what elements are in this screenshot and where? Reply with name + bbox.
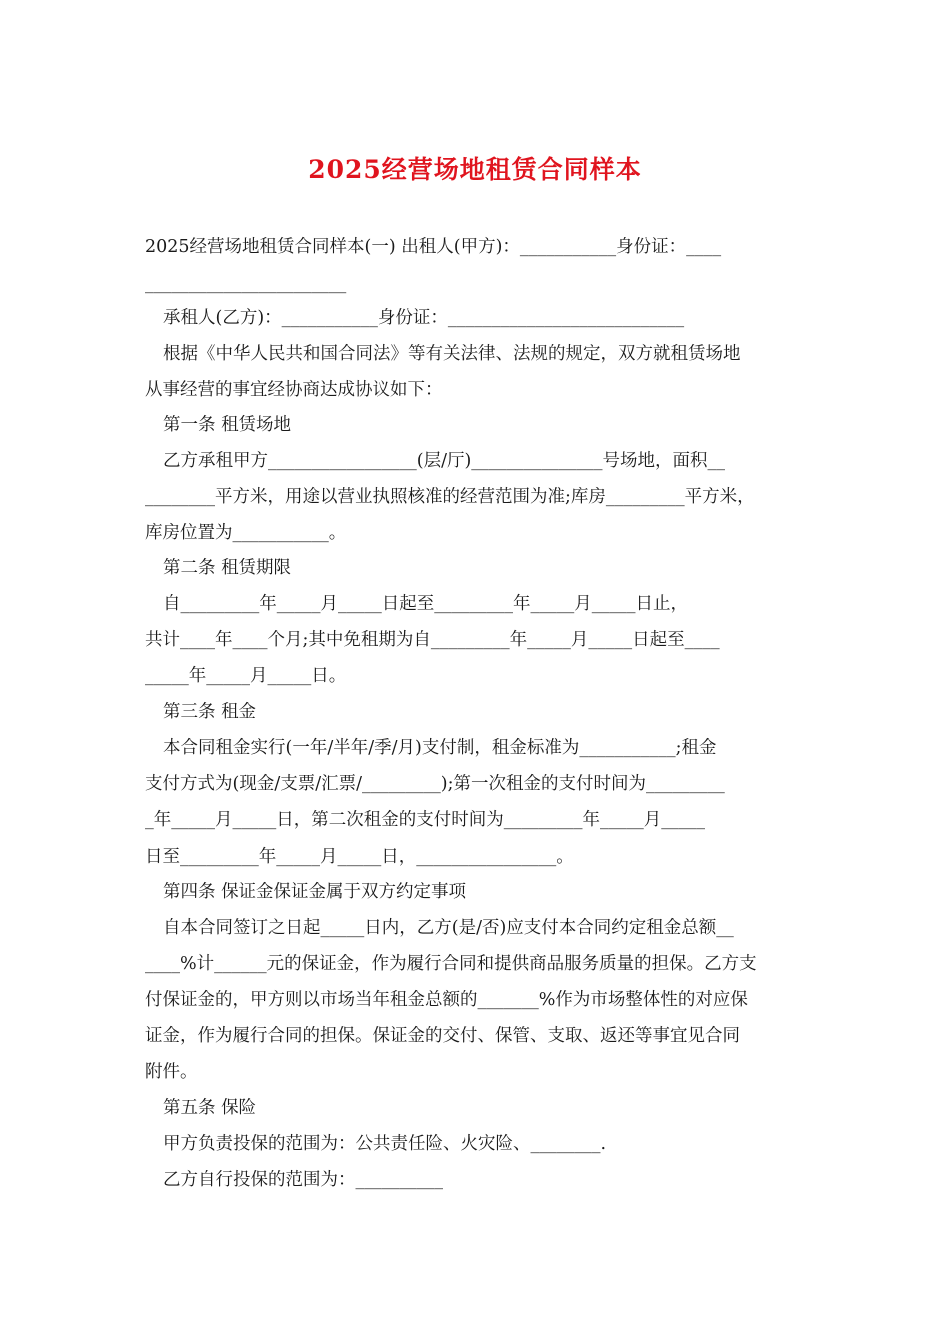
paragraph-line: 日至_________年_____月_____日，________________。 (145, 847, 574, 867)
section-heading: 第三条 租金 (163, 702, 257, 722)
section-heading: 第一条 租赁场地 (163, 415, 292, 435)
paragraph-line: ________平方米，用途以营业执照核准的经营范围为准;库房_________平方米， (145, 487, 755, 507)
section-heading: 第五条 保险 (163, 1098, 257, 1118)
section-heading: 第二条 租赁期限 (163, 558, 292, 578)
paragraph-line: 从事经营的事宜经协商达成协议如下： (145, 380, 443, 400)
paragraph-line: 自本合同签订之日起_____日内，乙方(是/否)应支付本合同约定租金总额__ (163, 918, 734, 938)
paragraph-line: _______________________ (145, 274, 347, 294)
paragraph-line: 本合同租金实行(一年/半年/季/月)支付制，租金标准为___________;租金 (163, 738, 717, 758)
paragraph-line: 根据《中华人民共和国合同法》等有关法律、法规的规定，双方就租赁场地 (163, 344, 741, 364)
paragraph-line: 付保证金的，甲方则以市场当年租金总额的_______%作为市场整体性的对应保 (145, 990, 748, 1010)
document-title: 2025经营场地租赁合同样本 (308, 155, 642, 184)
paragraph-line: ____%计______元的保证金，作为履行合同和提供商品服务质量的担保。乙方支 (145, 954, 757, 974)
paragraph-line: 库房位置为___________。 (145, 523, 347, 543)
paragraph-line: 乙方自行投保的范围为：__________ (163, 1170, 443, 1190)
paragraph-line: 证金，作为履行合同的担保。保证金的交付、保管、支取、返还等事宜见合同 (145, 1026, 740, 1046)
paragraph-line: _年_____月_____日，第二次租金的支付时间为_________年_____月_____ (145, 810, 705, 830)
paragraph-line: 承租人(乙方)：___________身份证：___________________________ (163, 308, 685, 328)
paragraph-line: _____年_____月_____日。 (145, 666, 347, 686)
paragraph-line: 附件。 (145, 1062, 198, 1082)
paragraph-line: 甲方负责投保的范围为：公共责任险、火灾险、________. (163, 1134, 607, 1154)
paragraph-line: 自_________年_____月_____日起至_________年_____月_____日止， (163, 594, 688, 614)
section-heading: 第四条 保证金保证金属于双方约定事项 (163, 882, 467, 902)
paragraph-line: 乙方承租甲方_________________(层/厅)_______________号场地，面积__ (163, 451, 726, 471)
paragraph-line: 共计____年____个月;其中免租期为自_________年_____月_____日起至____ (145, 630, 720, 650)
paragraph-line: 2025经营场地租赁合同样本(一) 出租人(甲方)：___________身份证：____ (145, 237, 722, 257)
paragraph-line: 支付方式为(现金/支票/汇票/_________);第一次租金的支付时间为_________ (145, 774, 725, 794)
